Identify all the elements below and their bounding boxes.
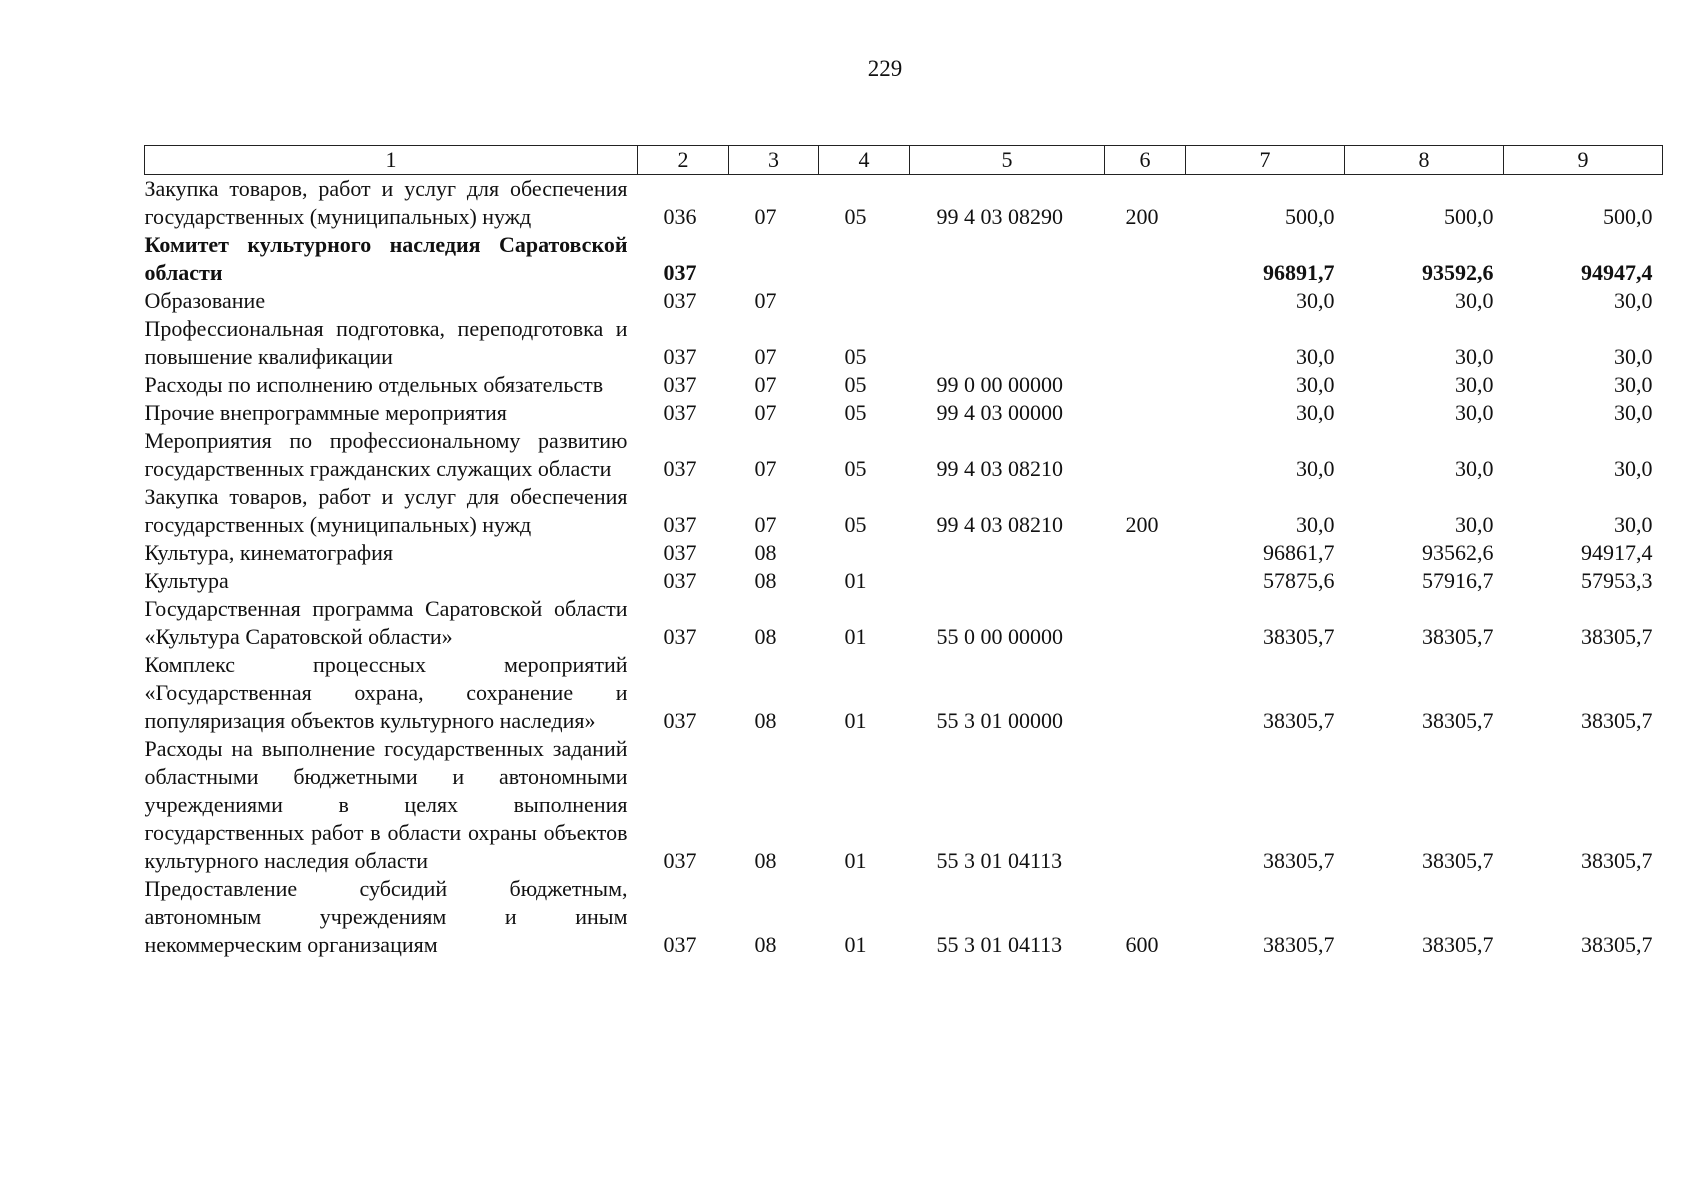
row-name: Профессиональная подготовка, переподготовка и повышение квалификации <box>144 316 628 369</box>
row-target-article: 55 3 01 04113 <box>936 932 1063 957</box>
row-ministry-code: 037 <box>663 932 697 957</box>
table-header <box>145 146 1663 175</box>
row-target-article: 55 3 01 04113 <box>936 848 1063 873</box>
row-amount-col8: 93562,6 <box>1422 540 1494 565</box>
table-row <box>145 651 1663 735</box>
row-ministry-code: 037 <box>663 568 697 593</box>
row-section: 07 <box>754 288 777 313</box>
row-section: 08 <box>754 568 777 593</box>
row-expense-type <box>1105 567 1186 595</box>
row-name: Расходы по исполнению отдельных обязательств <box>144 372 604 397</box>
row-amount-col8: 30,0 <box>1455 512 1494 537</box>
header-col-7: 7 <box>1186 146 1345 175</box>
row-section: 07 <box>754 400 777 425</box>
table-row <box>145 539 1663 567</box>
row-subsection: 05 <box>844 372 867 397</box>
header-col-1: 1 <box>145 146 638 175</box>
row-amount-col8: 500,0 <box>1444 204 1494 229</box>
row-ministry-code: 036 <box>663 204 697 229</box>
row-subsection: 05 <box>844 512 867 537</box>
row-ministry-code: 037 <box>663 372 697 397</box>
row-amount-col8: 38305,7 <box>1422 708 1494 733</box>
row-target-article: 99 4 03 08290 <box>936 204 1063 229</box>
header-col-9: 9 <box>1504 146 1663 175</box>
row-subsection: 05 <box>844 400 867 425</box>
row-expense-type: 200 <box>1125 512 1159 537</box>
row-amount-col8: 30,0 <box>1455 344 1494 369</box>
header-col-3: 3 <box>729 146 819 175</box>
row-ministry-code: 037 <box>663 540 697 565</box>
row-target-article: 55 0 00 00000 <box>936 624 1063 649</box>
row-section: 07 <box>754 344 777 369</box>
row-target-article: 99 4 03 08210 <box>936 512 1063 537</box>
row-name: Культура, кинематография <box>144 540 394 565</box>
row-amount-col7: 38305,7 <box>1263 624 1335 649</box>
row-amount-col9: 30,0 <box>1614 512 1653 537</box>
row-amount-col7: 30,0 <box>1296 456 1335 481</box>
budget-table <box>144 145 1663 959</box>
row-target-article <box>910 315 1105 371</box>
row-name: Культура <box>144 568 229 593</box>
row-expense-type <box>1105 427 1186 483</box>
row-target-article <box>910 539 1105 567</box>
row-subsection: 01 <box>844 848 867 873</box>
row-amount-col7: 57875,6 <box>1263 568 1335 593</box>
row-amount-col9: 30,0 <box>1614 288 1653 313</box>
row-amount-col8: 30,0 <box>1455 288 1494 313</box>
row-amount-col7: 38305,7 <box>1263 708 1335 733</box>
row-expense-type <box>1105 371 1186 399</box>
row-amount-col8: 38305,7 <box>1422 848 1494 873</box>
row-section: 07 <box>754 372 777 397</box>
row-target-article <box>910 287 1105 315</box>
table-row <box>145 483 1663 539</box>
row-ministry-code: 037 <box>663 456 697 481</box>
row-amount-col7: 38305,7 <box>1263 848 1335 873</box>
row-amount-col9: 30,0 <box>1614 400 1653 425</box>
row-amount-col8: 38305,7 <box>1422 932 1494 957</box>
row-amount-col7: 30,0 <box>1296 372 1335 397</box>
row-target-article <box>910 567 1105 595</box>
header-col-5: 5 <box>910 146 1105 175</box>
row-section: 07 <box>754 512 777 537</box>
row-section <box>729 231 819 287</box>
row-amount-col9: 38305,7 <box>1581 708 1653 733</box>
row-name: Закупка товаров, работ и услуг для обеспечения государственных (муниципальных) нужд <box>144 484 628 537</box>
table-row <box>145 315 1663 371</box>
row-expense-type: 600 <box>1125 932 1159 957</box>
row-amount-col9: 94947,4 <box>1581 260 1653 285</box>
row-name: Предоставление субсидий бюджетным, автономным учреждениям и иным некоммерческим организациям <box>144 876 628 957</box>
table-row <box>145 287 1663 315</box>
row-amount-col7: 30,0 <box>1296 288 1335 313</box>
header-col-8: 8 <box>1345 146 1504 175</box>
row-amount-col8: 30,0 <box>1455 456 1494 481</box>
row-name: Государственная программа Саратовской области «Культура Саратовской области» <box>144 596 628 649</box>
row-amount-col8: 30,0 <box>1455 400 1494 425</box>
header-row <box>145 146 1663 175</box>
row-ministry-code: 037 <box>663 344 697 369</box>
row-expense-type <box>1105 735 1186 875</box>
row-section: 08 <box>754 540 777 565</box>
row-ministry-code: 037 <box>663 260 697 285</box>
row-expense-type <box>1105 595 1186 651</box>
row-section: 08 <box>754 624 777 649</box>
row-name: Образование <box>144 288 266 313</box>
row-ministry-code: 037 <box>663 512 697 537</box>
row-amount-col9: 500,0 <box>1603 204 1653 229</box>
row-amount-col9: 38305,7 <box>1581 848 1653 873</box>
row-section: 08 <box>754 708 777 733</box>
header-col-4: 4 <box>819 146 910 175</box>
row-target-article: 99 4 03 08210 <box>936 456 1063 481</box>
table-body <box>145 175 1663 960</box>
row-subsection: 05 <box>844 204 867 229</box>
row-section: 08 <box>754 932 777 957</box>
row-name: Комплекс процессных мероприятий «Государственная охрана, сохранение и популяризация объектов культурного наследия» <box>144 652 628 733</box>
row-subsection: 01 <box>844 624 867 649</box>
row-target-article: 99 4 03 00000 <box>936 400 1063 425</box>
row-target-article: 99 0 00 00000 <box>936 372 1063 397</box>
row-ministry-code: 037 <box>663 288 697 313</box>
table-row <box>145 427 1663 483</box>
row-expense-type <box>1105 315 1186 371</box>
row-name: Закупка товаров, работ и услуг для обеспечения государственных (муниципальных) нужд <box>144 176 628 229</box>
table-row <box>145 875 1663 959</box>
row-ministry-code: 037 <box>663 624 697 649</box>
row-amount-col9: 30,0 <box>1614 456 1653 481</box>
table-row <box>145 231 1663 287</box>
header-col-2: 2 <box>638 146 729 175</box>
row-name: Мероприятия по профессиональному развитию государственных гражданских служащих области <box>144 428 628 481</box>
row-amount-col8: 30,0 <box>1455 372 1494 397</box>
table-row <box>145 567 1663 595</box>
row-subsection <box>819 287 910 315</box>
row-ministry-code: 037 <box>663 400 697 425</box>
row-amount-col8: 57916,7 <box>1422 568 1494 593</box>
row-section: 07 <box>754 456 777 481</box>
row-subsection: 01 <box>844 568 867 593</box>
table-row <box>145 371 1663 399</box>
row-amount-col7: 96861,7 <box>1263 540 1335 565</box>
row-name: Прочие внепрограммные мероприятия <box>144 400 507 425</box>
table-row <box>145 735 1663 875</box>
row-amount-col9: 30,0 <box>1614 372 1653 397</box>
row-expense-type <box>1105 231 1186 287</box>
row-amount-col7: 500,0 <box>1285 204 1335 229</box>
row-amount-col7: 38305,7 <box>1263 932 1335 957</box>
page-number: 229 <box>867 56 903 81</box>
row-expense-type <box>1105 287 1186 315</box>
row-expense-type <box>1105 399 1186 427</box>
row-expense-type: 200 <box>1125 204 1159 229</box>
row-subsection: 05 <box>844 456 867 481</box>
row-expense-type <box>1105 651 1186 735</box>
row-ministry-code: 037 <box>663 848 697 873</box>
row-amount-col9: 57953,3 <box>1581 568 1653 593</box>
row-amount-col7: 30,0 <box>1296 512 1335 537</box>
table-row <box>145 175 1663 232</box>
row-amount-col9: 38305,7 <box>1581 624 1653 649</box>
row-name: Комитет культурного наследия Саратовской области <box>144 232 628 285</box>
row-amount-col8: 93592,6 <box>1422 260 1494 285</box>
row-subsection: 01 <box>844 932 867 957</box>
row-amount-col9: 30,0 <box>1614 344 1653 369</box>
row-amount-col7: 30,0 <box>1296 400 1335 425</box>
row-amount-col7: 96891,7 <box>1263 260 1335 285</box>
row-ministry-code: 037 <box>663 708 697 733</box>
row-section: 07 <box>754 204 777 229</box>
row-amount-col8: 38305,7 <box>1422 624 1494 649</box>
row-subsection: 05 <box>844 344 867 369</box>
row-expense-type <box>1105 539 1186 567</box>
table-row <box>145 399 1663 427</box>
row-amount-col9: 38305,7 <box>1581 932 1653 957</box>
row-amount-col7: 30,0 <box>1296 344 1335 369</box>
row-target-article: 55 3 01 00000 <box>936 708 1063 733</box>
row-name: Расходы на выполнение государственных заданий областными бюджетными и автономными учреждениями в целях выполнения государственных работ в области охраны объектов культурного наследия области <box>144 736 628 873</box>
table-row <box>145 595 1663 651</box>
row-target-article <box>910 231 1105 287</box>
row-subsection <box>819 231 910 287</box>
row-section: 08 <box>754 848 777 873</box>
row-amount-col9: 94917,4 <box>1581 540 1653 565</box>
row-subsection <box>819 539 910 567</box>
row-subsection: 01 <box>844 708 867 733</box>
header-col-6: 6 <box>1105 146 1186 175</box>
